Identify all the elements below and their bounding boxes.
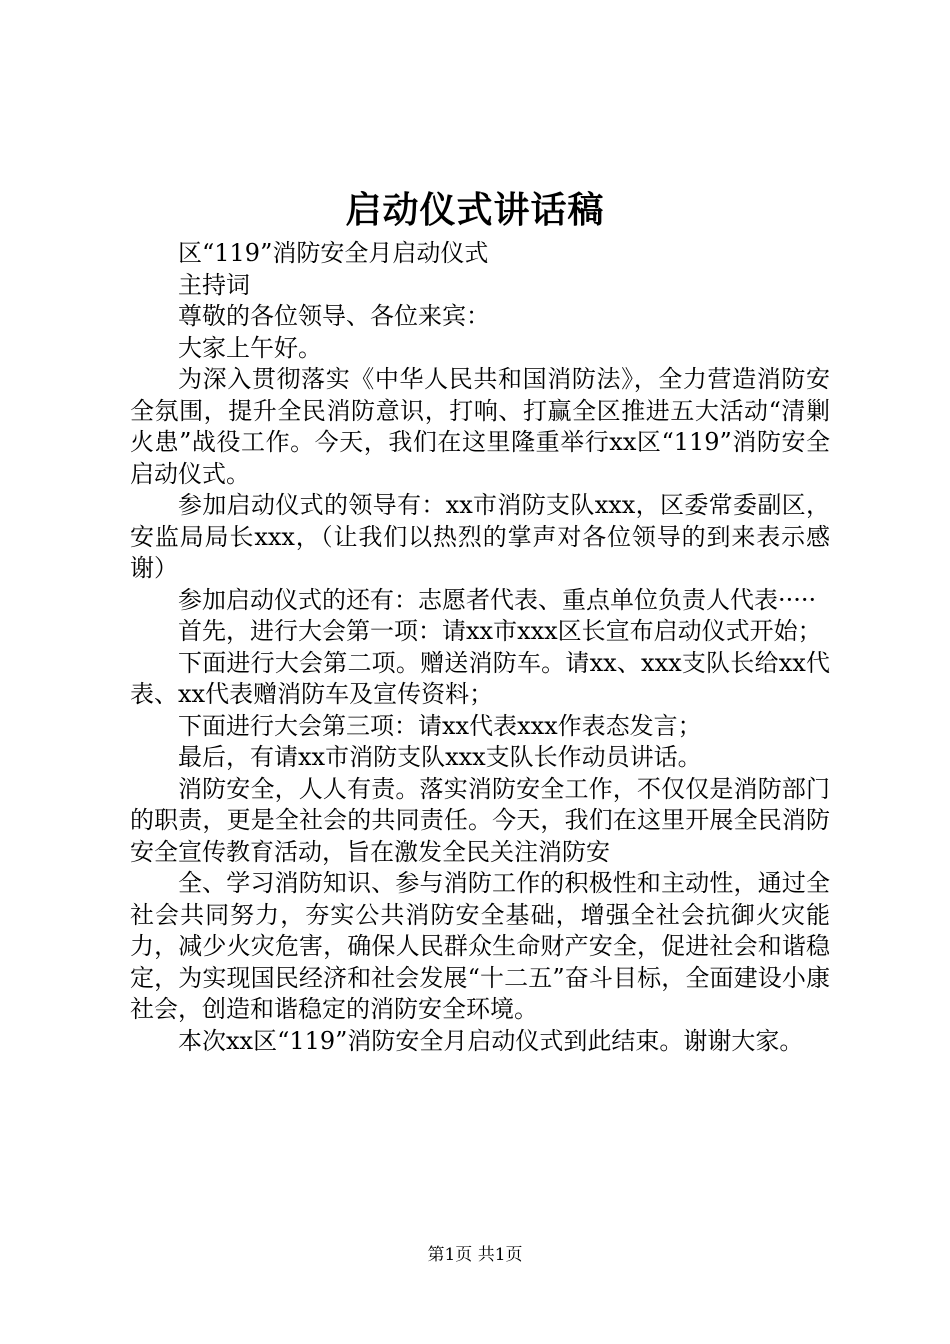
paragraph-item-three: 下面进行大会第三项：请xx代表xxx作表态发言；: [178, 711, 702, 740]
paragraph-final-item: 最后，有请xx市消防支队xxx支队长作动员讲话。: [178, 743, 702, 771]
paragraph-leaders: 参加启动仪式的领导有：xx市消防支队xxx，区委常委副区，安监局局长xxx，（让我们以热烈的掌声对各位领导的到来表示感谢）: [130, 491, 830, 582]
paragraph-host-script: 主持词: [178, 270, 250, 299]
page-number-footer: 第1页 共1页: [427, 1245, 523, 1265]
paragraph-item-one: 首先，进行大会第一项：请xx市xxx区长宣布启动仪式开始；: [178, 617, 822, 645]
paragraph-responsibility: 消防安全，人人有责。落实消防安全工作，不仅仅是消防部门的职责，更是全社会的共同责任。今天，我们在这里开展全民消防安全宣传教育活动，旨在激发全民关注消防安: [130, 774, 830, 866]
paragraph-salutation: 尊敬的各位领导、各位来宾：: [178, 302, 490, 330]
document-body: [130, 238, 830, 1057]
paragraph-greeting: 大家上午好。: [178, 333, 322, 362]
paragraph-attendees: 参加启动仪式的还有：志愿者代表、重点单位负责人代表·····: [178, 585, 817, 614]
paragraph-closing: 本次xx区“119”消防安全月启动仪式到此结束。谢谢大家。: [178, 1026, 804, 1055]
paragraph-event-name: 区“119”消防安全月启动仪式: [178, 239, 489, 267]
paragraph-purpose: 为深入贯彻落实《中华人民共和国消防法》，全力营造消防安全氛围，提升全民消防意识，打响、打赢全区推进五大活动“清剿火患”战役工作。今天，我们在这里隆重举行xx区“119”消防安全启动仪式。: [130, 365, 830, 488]
document-title: 启动仪式讲话稿: [345, 189, 605, 231]
paragraph-item-two: 下面进行大会第二项。赠送消防车。请xx、xxx支队长给xx代表、xx代表赠消防车及宣传资料；: [130, 648, 830, 708]
paragraph-goals: 全、学习消防知识、参与消防工作的积极性和主动性，通过全社会共同努力，夯实公共消防安全基础，增强全社会抗御火灾能力，减少火灾危害，确保人民群众生命财产安全，促进社会和谐稳定，为实现国民经济和社会发展“十二五”奋斗目标，全面建设小康社会，创造和谐稳定的消防安全环境。: [130, 869, 830, 1023]
